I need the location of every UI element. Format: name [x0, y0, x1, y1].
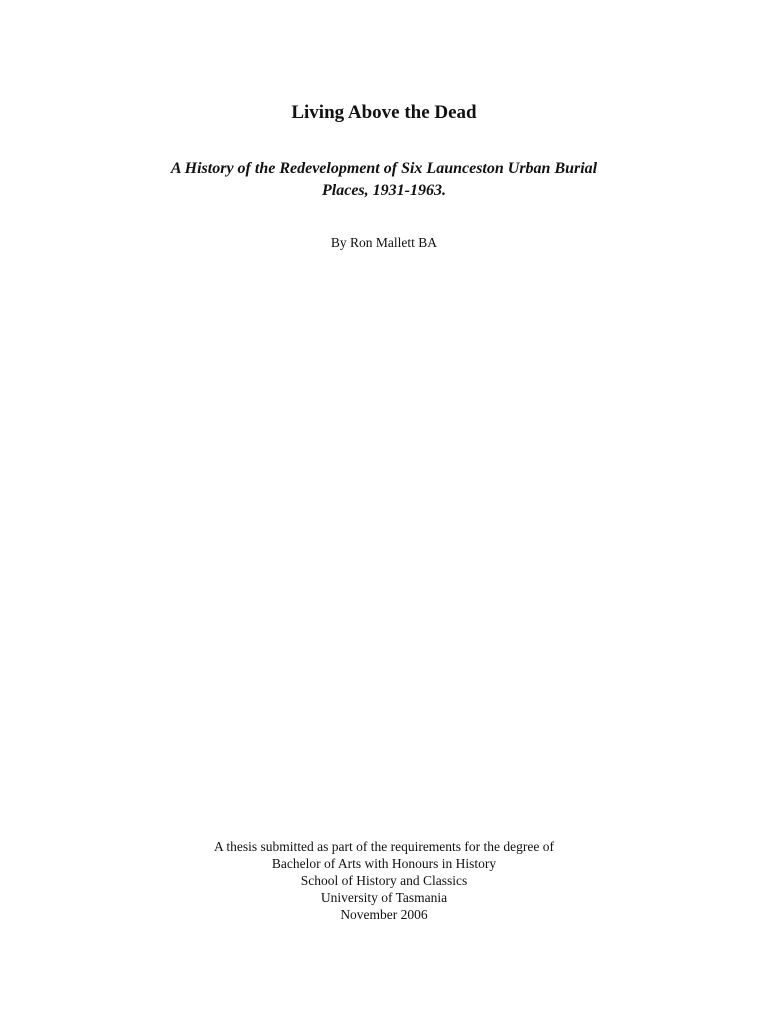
- subtitle-line-1: A History of the Redevelopment of Six Launceston Urban Burial: [170, 160, 598, 177]
- document-subtitle: [120, 158, 648, 202]
- submission-degree: Bachelor of Arts with Honours in History: [271, 856, 497, 871]
- submission-university: University of Tasmania: [320, 890, 448, 905]
- document-title: Living Above the Dead: [291, 102, 477, 123]
- submission-statement: [0, 838, 768, 923]
- author-line: By Ron Mallett BA: [330, 235, 438, 250]
- submission-date: November 2006: [340, 907, 428, 922]
- submission-line-1: A thesis submitted as part of the requirements for the degree of: [213, 839, 555, 854]
- submission-school: School of History and Classics: [300, 873, 468, 888]
- subtitle-line-2: Places, 1931-1963.: [322, 182, 446, 199]
